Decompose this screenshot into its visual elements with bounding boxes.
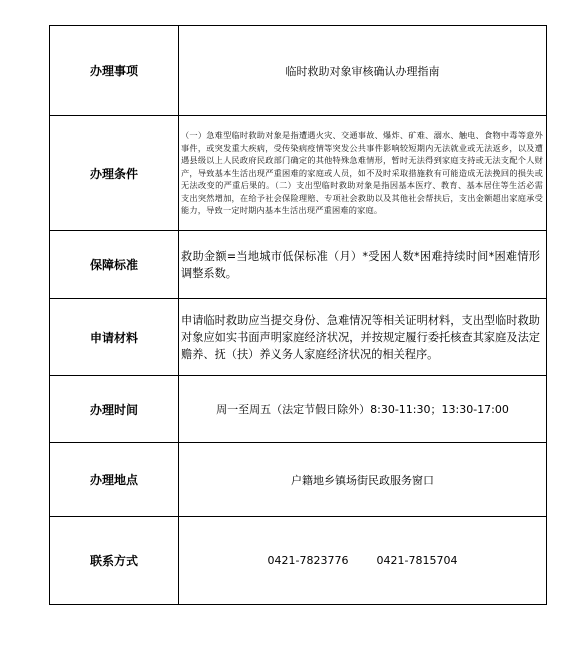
row-label-conditions: 办理条件: [50, 116, 179, 231]
table-row: [50, 299, 547, 376]
row-value-location: 户籍地乡镇场街民政服务窗口: [179, 443, 547, 517]
phone-number-2: 0421-7815704: [376, 554, 458, 567]
row-value-contact: [179, 517, 547, 605]
row-label-standard: 保障标准: [50, 231, 179, 299]
table-row: [50, 517, 547, 605]
row-value-item: 临时救助对象审核确认办理指南: [179, 26, 547, 116]
row-label-item: 办理事项: [50, 26, 179, 116]
row-value-conditions: （一）急难型临时救助对象是指遭遇火灾、交通事故、爆炸、矿难、溺水、触电、食物中毒等意外事件，或突发重大疾病，受传染病疫情等突发公共事件影响较短期内无法就业或无法返乡，以及遭遇县级以上人民政府民政部门确定的其他特殊急难情形，暂时无法得到家庭支持或无法支配个人财产，导致基本生活出现严重困难的家庭或人员，如不及时采取措施救有可能造成无法挽回的损失或无法改变的严重后果的。（二）支出型临时救助对象是指因基本医疗、教育、基本居住等生活必需支出突然增加，在给予社会保险理赔、专项社会救助以及其他社会帮扶后，支出金额超出家庭承受能力，导致一定时期内基本生活出现严重困难的家庭。: [179, 116, 547, 231]
table-row: [50, 376, 547, 443]
table-row: [50, 116, 547, 231]
table-row: [50, 443, 547, 517]
table-row: [50, 231, 547, 299]
row-label-materials: 申请材料: [50, 299, 179, 376]
phone-number-1: 0421-7823776: [267, 554, 349, 567]
row-value-hours: 周一至周五（法定节假日除外）8:30-11:30；13:30-17:00: [179, 376, 547, 443]
table-row: [50, 26, 547, 116]
row-value-standard: 救助金额=当地城市低保标准（月）*受困人数*困难持续时间*困难情形调整系数。: [179, 231, 547, 299]
row-label-location: 办理地点: [50, 443, 179, 517]
row-label-contact: 联系方式: [50, 517, 179, 605]
service-guide-table: [49, 25, 547, 605]
row-label-hours: 办理时间: [50, 376, 179, 443]
row-value-materials: 申请临时救助应当提交身份、急难情况等相关证明材料，支出型临时救助对象应如实书面声明家庭经济状况，并按规定履行委托核查其家庭及法定赡养、抚（扶）养义务人家庭经济状况的相关程序。: [179, 299, 547, 376]
